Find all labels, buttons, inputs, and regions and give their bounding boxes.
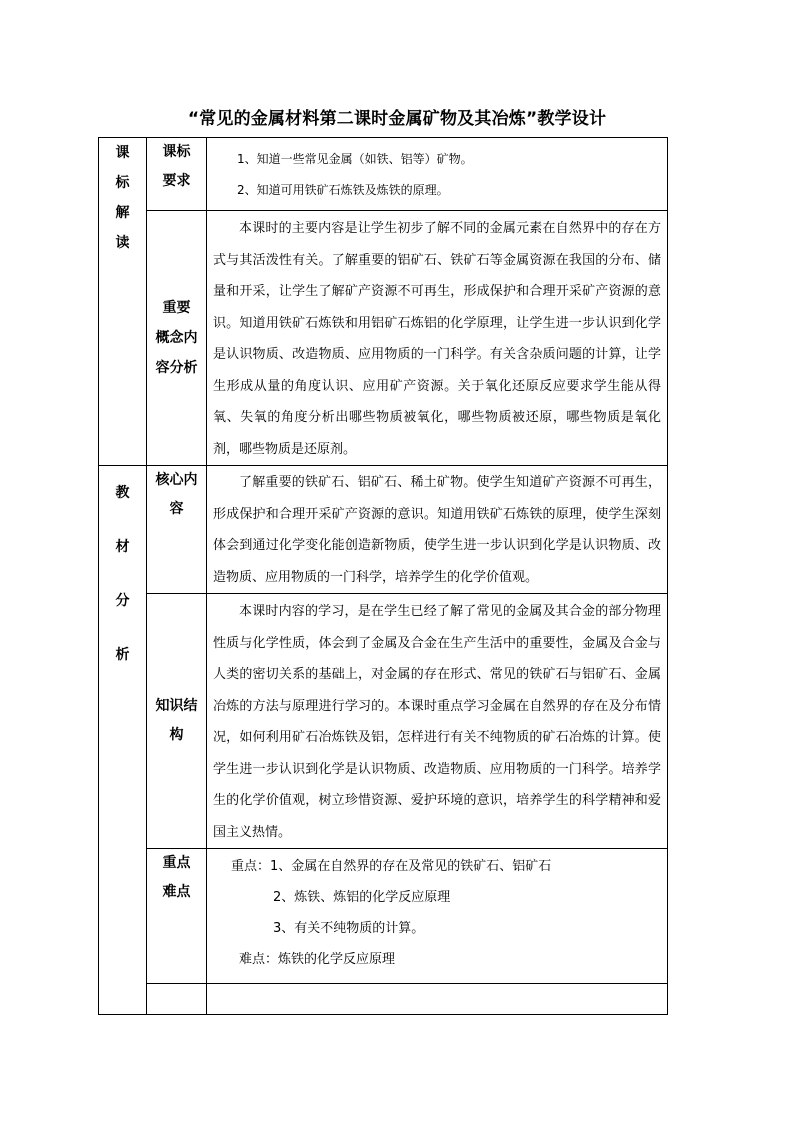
label-core-content — [147, 466, 207, 594]
paragraph: 本课时内容的学习，是在学生已经了解了常见的金属及其合金的部分物理性质与化学性质，体会到了金属及合金在生产生活中的重要性，金属及合金与人类的密切关系的基础上，对金属的存在形式、常见的铁矿石与铝矿石、金属冶炼的方法与原理进行学习的。本课时重点学习金属在自然界的存在及分布情况，如何利用矿石冶炼铁及铝，怎样进行有关不纯物质的矿石冶炼的计算。使学生进一步认识到化学是认识物质、改造物质、应用物质的一门科学。培养学生的化学价值观，树立珍惜资源、爱护环境的意识，培养学生的科学精神和爱国主义热情。 — [213, 604, 661, 840]
lesson-design-table — [98, 137, 668, 1015]
label-key-concept-analysis — [147, 211, 207, 466]
paragraph: 本课时的主要内容是让学生初步了解不同的金属元素在自然界中的存在方式与其活泼性有关。了解重要的铝矿石、铁矿石等金属资源在我国的分布、储量和开采，让学生了解矿产资源不可再生，形成保护和合理开采矿产资源的意识。知道用铁矿石炼铁和用铝矿石炼铝的化学原理，让学生进一步认识到化学是认识物质、改造物质、应用物质的一门科学。有关含杂质问题的计算，让学生形成从量的角度认识、应用矿产资源。关于氧化还原反应要求学生能从得氧、失氧的角度分析出哪些物质被氧化，哪些物质被还原，哪些物质是氧化剂，哪些物质是还原剂。 — [213, 221, 661, 457]
row-core-content — [99, 466, 668, 594]
label-line: 容 — [169, 501, 184, 517]
section-char: 材 — [115, 539, 130, 555]
content-core-content — [207, 466, 668, 594]
section-standards-interpretation — [99, 138, 147, 466]
empty-cell — [147, 984, 207, 1015]
section-textbook-analysis — [99, 466, 147, 1015]
label-curriculum-requirements — [147, 138, 207, 211]
paragraph: 了解重要的铁矿石、铝矿石、稀土矿物。使学生知道矿产资源不可再生，形成保护和合理开采矿产资源的意识。知道用铁矿石炼铁的原理，使学生深刻体会到通过化学变化能创造新物质，使学生进一步认识到化学是认识物质、改造物质、应用物质的一门科学，培养学生的化学价值观。 — [213, 475, 661, 585]
label-line: 难点 — [162, 884, 191, 900]
label-line: 重要 — [162, 300, 191, 316]
key-point-sub: 2、炼铁、炼铝的化学反应原理 — [273, 890, 451, 905]
label-line: 要求 — [162, 173, 191, 189]
requirement-item: 1、知道一些常见金属（如铁、铝等）矿物。 — [237, 152, 473, 166]
section-char: 解 — [115, 205, 130, 221]
difficulty-line: 难点：炼铁的化学反应原理 — [239, 952, 396, 967]
label-line: 重点 — [162, 855, 191, 871]
row-knowledge-structure — [99, 594, 668, 849]
row-key-difficulties — [99, 849, 668, 984]
content-knowledge-structure — [207, 594, 668, 849]
label-line: 课标 — [162, 144, 191, 160]
row-empty — [99, 984, 668, 1015]
label-key-difficulties — [147, 849, 207, 984]
label-knowledge-structure — [147, 594, 207, 849]
section-char: 标 — [115, 175, 130, 191]
content-curriculum-requirements — [207, 138, 668, 211]
section-char: 析 — [115, 647, 130, 663]
section-char: 课 — [115, 145, 130, 161]
label-line: 容分析 — [155, 360, 198, 376]
section-char: 教 — [115, 485, 130, 501]
requirement-item: 2、知道可用铁矿石炼铁及炼铁的原理。 — [237, 183, 449, 197]
section-char: 读 — [115, 235, 130, 251]
label-line: 概念内 — [155, 330, 198, 346]
row-curriculum-requirements — [99, 138, 668, 211]
label-line: 核心内 — [155, 472, 198, 488]
content-key-difficulties — [207, 849, 668, 984]
key-point-line: 重点：1、金属在自然界的存在及常见的铁矿石、铝矿石 — [231, 859, 552, 874]
label-line: 构 — [169, 727, 184, 743]
key-point-sub: 3、有关不纯物质的计算。 — [273, 921, 425, 936]
page-title: “常见的金属材料第二课时金属矿物及其冶炼”教学设计 — [187, 109, 607, 129]
row-key-concept-analysis — [99, 211, 668, 466]
label-line: 知识结 — [155, 698, 198, 714]
empty-cell — [207, 984, 668, 1015]
content-key-concept-analysis — [207, 211, 668, 466]
section-char: 分 — [115, 593, 130, 609]
